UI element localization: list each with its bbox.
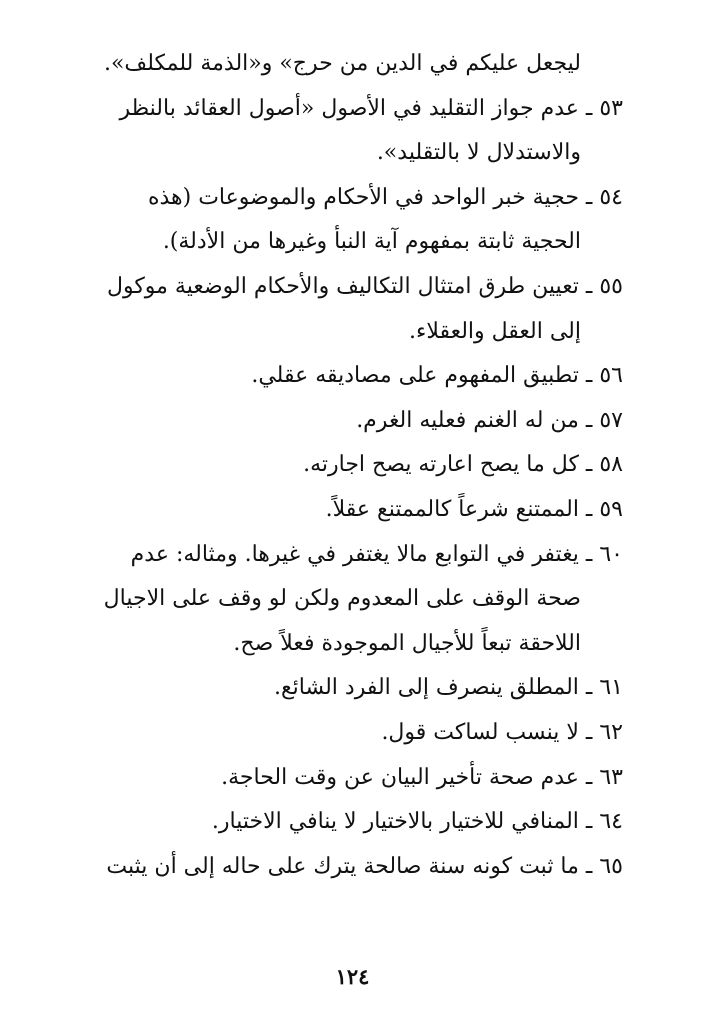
text-line: ٥٧ ـ من له الغنم فعليه الغرم. [356,407,623,433]
text-line: ٦٢ ـ لا ينسب لساكت قول. [381,719,623,745]
text-line: ٦٤ ـ المنافي للاختيار بالاختيار لا ينافي الاختيار. [211,809,623,835]
text-line: اللاحقة تبعاً للأجيال الموجودة فعلاً صح. [233,630,581,656]
text-line: ليجعل عليكم في الدين من حرج» و«الذمة للمكلف». [103,51,581,76]
text-line: الحجية ثابتة بمفهوم آية النبأ وغيرها من الأدلة). [162,229,581,255]
text-line: ٥٤ ـ حجية خبر الواحد في الأحكام والموضوعات (هذه [147,184,623,210]
text-line: ٥٦ ـ تطبيق المفهوم على مصاديقه عقلي. [251,363,623,389]
text-line: إلى العقل والعقلاء. [408,318,581,344]
page-body [78,42,623,889]
text-line: صحة الوقف على المعدوم ولكن لو وقف على الاجيال [103,586,581,612]
text-line: ٦١ ـ المطلق ينصرف إلى الفرد الشائع. [273,675,623,701]
page-number: ١٢٤ [335,964,370,989]
text-line: ٥٨ ـ كل ما يصح اعارته يصح اجارته. [303,452,623,478]
text-line: والاستدلال لا بالتقليد». [376,140,581,166]
text-line: ٦٥ ـ ما ثبت كونه سنة صالحة يترك على حاله إلى أن يثبت [106,853,623,879]
text-line: ٥٥ ـ تعيين طرق امتثال التكاليف والأحكام الوضعية موكول [106,273,623,299]
text-line: ٦٣ ـ عدم صحة تأخير البيان عن وقت الحاجة. [221,764,623,790]
text-line: ٦٠ ـ يغتفر في التوابع مالا يغتفر في غيرها. ومثاله: عدم [130,541,623,567]
text-line: ٥٩ ـ الممتنع شرعاً كالممتنع عقلاً. [325,496,623,522]
text-line: ٥٣ ـ عدم جواز التقليد في الأصول «أصول العقائد بالنظر [119,95,623,121]
